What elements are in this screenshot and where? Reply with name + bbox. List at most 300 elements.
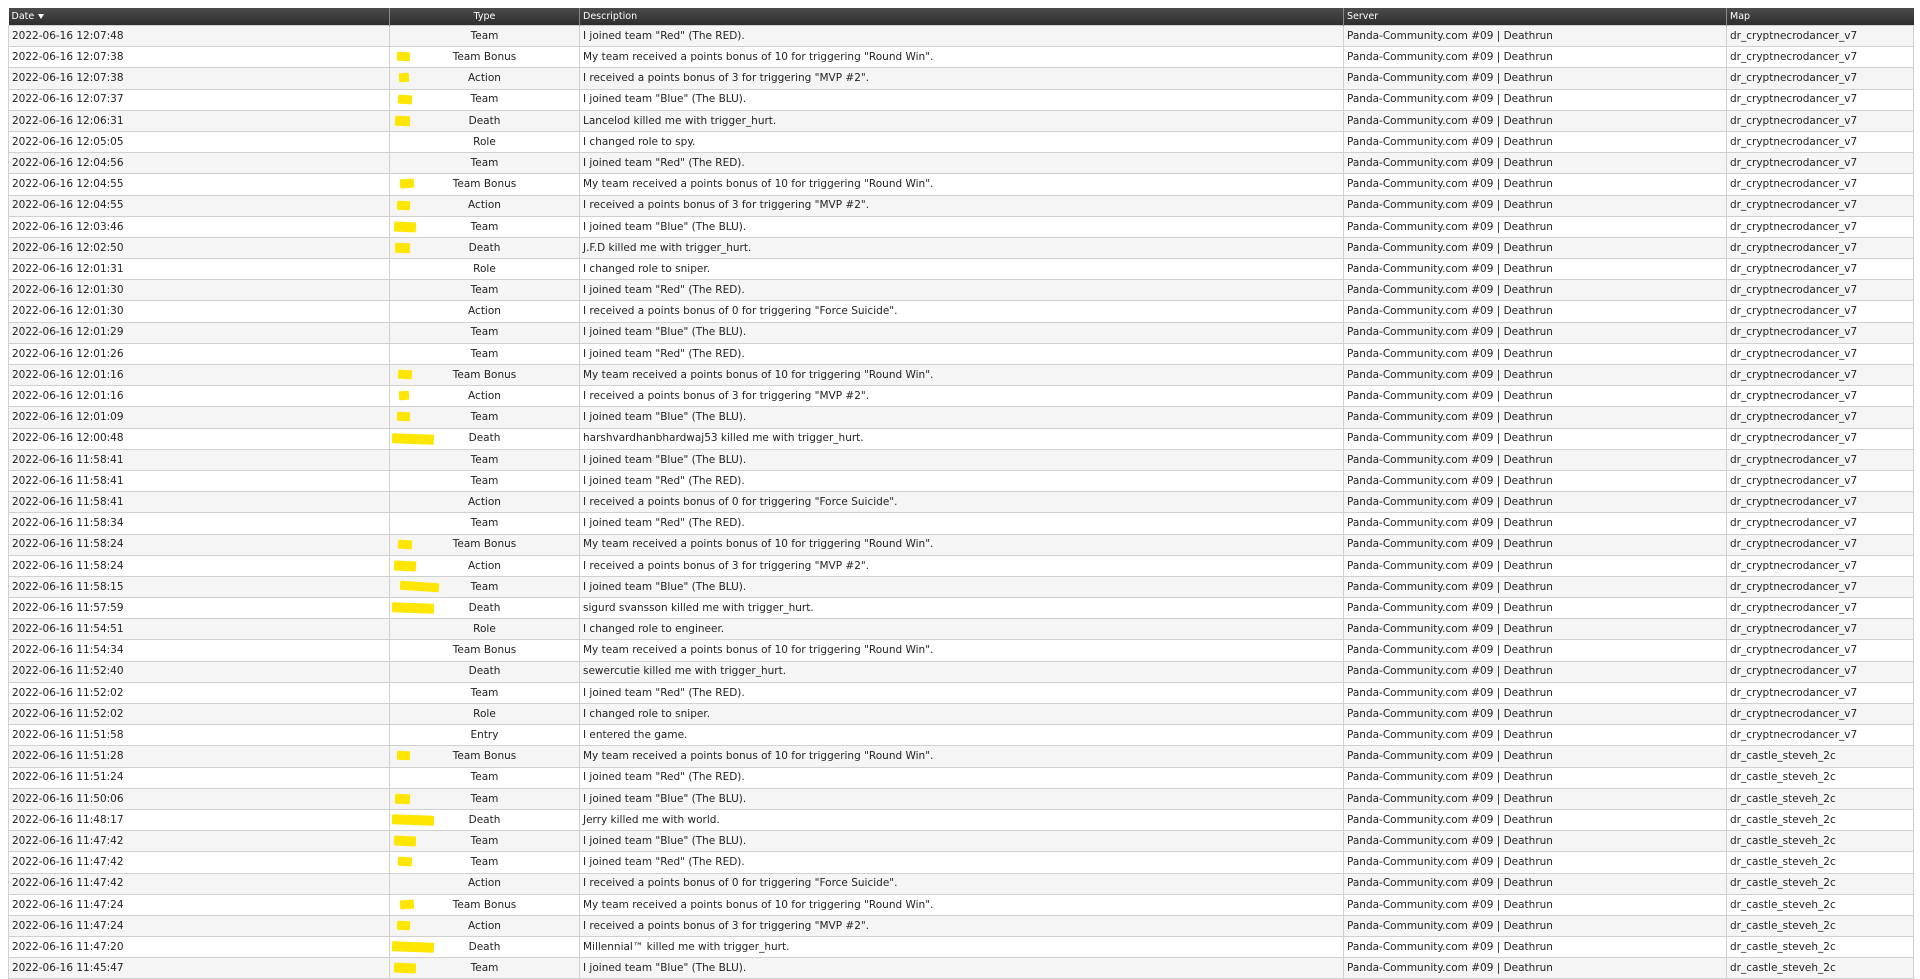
type-label: Team [470,580,499,593]
type-cell [390,322,580,343]
type-label: Team Bonus [452,644,517,657]
yellow-highlight-mark [392,814,434,825]
column-header-server-label: Server [1347,11,1379,22]
type-cell [390,915,580,936]
map-cell: dr_castle_steveh_2c [1727,915,1914,936]
date-cell: 2022-06-16 11:52:02 [9,682,390,703]
type-label: Team [470,453,499,466]
description-cell: I joined team "Red" (The RED). [580,852,1344,873]
server-cell: Panda-Community.com #09 | Deathrun [1344,937,1727,958]
type-cell [390,259,580,280]
date-cell: 2022-06-16 11:58:41 [9,449,390,470]
description-cell: I received a points bonus of 0 for triggering "Force Suicide". [580,301,1344,322]
description-cell: harshvardhanbhardwaj53 killed me with trigger_hurt. [580,428,1344,449]
server-cell: Panda-Community.com #09 | Deathrun [1344,216,1727,237]
table-row [9,322,1914,343]
table-row [9,428,1914,449]
description-cell: sigurd svansson killed me with trigger_hurt. [580,598,1344,619]
server-cell: Panda-Community.com #09 | Deathrun [1344,788,1727,809]
table-body [9,26,1914,979]
date-cell: 2022-06-16 12:01:26 [9,343,390,364]
yellow-highlight-mark [400,581,440,593]
server-cell: Panda-Community.com #09 | Deathrun [1344,492,1727,513]
table-row [9,915,1914,936]
yellow-highlight-mark [400,179,415,189]
type-cell [390,492,580,513]
table-row [9,576,1914,597]
yellow-highlight-mark [398,370,413,380]
table-header [9,8,1914,26]
type-cell [390,47,580,68]
type-cell [390,682,580,703]
type-label: Team [470,93,499,106]
map-cell: dr_castle_steveh_2c [1727,894,1914,915]
type-label: Team Bonus [452,178,517,191]
server-cell: Panda-Community.com #09 | Deathrun [1344,449,1727,470]
type-label: Action [468,199,501,212]
yellow-highlight-mark [398,94,413,104]
type-cell [390,534,580,555]
server-cell: Panda-Community.com #09 | Deathrun [1344,555,1727,576]
table-row [9,513,1914,534]
type-cell [390,894,580,915]
type-cell [390,365,580,386]
map-cell: dr_cryptnecrodancer_v7 [1727,407,1914,428]
description-cell: I joined team "Blue" (The BLU). [580,831,1344,852]
description-cell: I changed role to sniper. [580,704,1344,725]
table-row [9,831,1914,852]
map-cell: dr_cryptnecrodancer_v7 [1727,259,1914,280]
date-cell: 2022-06-16 12:00:48 [9,428,390,449]
type-cell [390,852,580,873]
type-cell [390,68,580,89]
description-cell: My team received a points bonus of 10 for triggering "Round Win". [580,640,1344,661]
yellow-highlight-mark [398,539,413,549]
server-cell: Panda-Community.com #09 | Deathrun [1344,915,1727,936]
description-cell: I joined team "Blue" (The BLU). [580,407,1344,428]
type-label: Team [470,29,499,42]
yellow-highlight-mark [400,899,415,909]
yellow-highlight-mark [395,116,410,127]
type-cell [390,343,580,364]
server-cell: Panda-Community.com #09 | Deathrun [1344,513,1727,534]
map-cell: dr_castle_steveh_2c [1727,788,1914,809]
yellow-highlight-mark [397,751,410,760]
server-cell: Panda-Community.com #09 | Deathrun [1344,894,1727,915]
description-cell: I joined team "Red" (The RED). [580,153,1344,174]
column-header-type[interactable] [390,8,580,26]
date-cell: 2022-06-16 11:58:41 [9,470,390,491]
description-cell: I received a points bonus of 0 for triggering "Force Suicide". [580,492,1344,513]
type-label: Team [470,962,499,975]
table-row [9,640,1914,661]
map-cell: dr_cryptnecrodancer_v7 [1727,89,1914,110]
type-label: Death [468,940,501,953]
type-cell [390,958,580,979]
description-cell: I entered the game. [580,725,1344,746]
type-cell [390,174,580,195]
column-header-date[interactable] [9,8,390,26]
date-cell: 2022-06-16 11:51:24 [9,767,390,788]
description-cell: Jerry killed me with world. [580,809,1344,830]
server-cell: Panda-Community.com #09 | Deathrun [1344,661,1727,682]
map-cell: dr_cryptnecrodancer_v7 [1727,153,1914,174]
description-cell: I received a points bonus of 3 for triggering "MVP #2". [580,195,1344,216]
map-cell: dr_castle_steveh_2c [1727,958,1914,979]
column-header-map-label: Map [1730,11,1751,22]
description-cell: My team received a points bonus of 10 for triggering "Round Win". [580,894,1344,915]
map-cell: dr_cryptnecrodancer_v7 [1727,449,1914,470]
type-label: Team [470,771,499,784]
server-cell: Panda-Community.com #09 | Deathrun [1344,110,1727,131]
description-cell: J.F.D killed me with trigger_hurt. [580,237,1344,258]
description-cell: sewercutie killed me with trigger_hurt. [580,661,1344,682]
type-cell [390,598,580,619]
table-row [9,26,1914,47]
description-cell: My team received a points bonus of 10 for triggering "Round Win". [580,174,1344,195]
map-cell: dr_cryptnecrodancer_v7 [1727,704,1914,725]
description-cell: I changed role to sniper. [580,259,1344,280]
type-cell [390,110,580,131]
yellow-highlight-mark [397,921,410,930]
map-cell: dr_cryptnecrodancer_v7 [1727,131,1914,152]
description-cell: I joined team "Red" (The RED). [580,26,1344,47]
table-row [9,216,1914,237]
table-row [9,598,1914,619]
type-cell [390,555,580,576]
server-cell: Panda-Community.com #09 | Deathrun [1344,852,1727,873]
map-cell: dr_castle_steveh_2c [1727,873,1914,894]
map-cell: dr_cryptnecrodancer_v7 [1727,26,1914,47]
type-cell [390,576,580,597]
map-cell: dr_castle_steveh_2c [1727,809,1914,830]
type-label: Action [468,877,501,890]
date-cell: 2022-06-16 11:51:28 [9,746,390,767]
date-cell: 2022-06-16 11:58:15 [9,576,390,597]
date-cell: 2022-06-16 12:04:55 [9,174,390,195]
date-cell: 2022-06-16 11:47:24 [9,915,390,936]
type-label: Action [468,72,501,85]
type-cell [390,449,580,470]
server-cell: Panda-Community.com #09 | Deathrun [1344,131,1727,152]
table-row [9,449,1914,470]
map-cell: dr_cryptnecrodancer_v7 [1727,725,1914,746]
server-cell: Panda-Community.com #09 | Deathrun [1344,174,1727,195]
type-cell [390,937,580,958]
date-cell: 2022-06-16 12:04:56 [9,153,390,174]
server-cell: Panda-Community.com #09 | Deathrun [1344,195,1727,216]
table-row [9,47,1914,68]
table-row [9,174,1914,195]
events-table-container [8,8,1913,979]
yellow-highlight-mark [399,73,409,83]
sort-descending-icon [38,14,44,19]
description-cell: I joined team "Blue" (The BLU). [580,322,1344,343]
yellow-highlight-mark [397,52,410,61]
description-cell: I joined team "Red" (The RED). [580,682,1344,703]
column-header-description-label: Description [583,11,638,22]
server-cell: Panda-Community.com #09 | Deathrun [1344,237,1727,258]
yellow-highlight-mark [392,941,434,952]
table-row [9,68,1914,89]
map-cell: dr_cryptnecrodancer_v7 [1727,322,1914,343]
date-cell: 2022-06-16 11:57:59 [9,598,390,619]
map-cell: dr_castle_steveh_2c [1727,767,1914,788]
server-cell: Panda-Community.com #09 | Deathrun [1344,809,1727,830]
table-row [9,746,1914,767]
type-cell [390,26,580,47]
description-cell: I received a points bonus of 3 for triggering "MVP #2". [580,915,1344,936]
server-cell: Panda-Community.com #09 | Deathrun [1344,280,1727,301]
table-row [9,852,1914,873]
table-row [9,619,1914,640]
type-label: Team [470,284,499,297]
map-cell: dr_cryptnecrodancer_v7 [1727,640,1914,661]
type-label: Action [468,495,501,508]
server-cell: Panda-Community.com #09 | Deathrun [1344,259,1727,280]
type-cell [390,195,580,216]
map-cell: dr_castle_steveh_2c [1727,937,1914,958]
map-cell: dr_cryptnecrodancer_v7 [1727,237,1914,258]
date-cell: 2022-06-16 11:45:47 [9,958,390,979]
server-cell: Panda-Community.com #09 | Deathrun [1344,831,1727,852]
description-cell: I joined team "Red" (The RED). [580,767,1344,788]
date-cell: 2022-06-16 12:01:16 [9,365,390,386]
table-row [9,301,1914,322]
type-label: Team [470,517,499,530]
type-cell [390,704,580,725]
table-row [9,195,1914,216]
table-row [9,131,1914,152]
type-cell [390,89,580,110]
date-cell: 2022-06-16 12:03:46 [9,216,390,237]
type-label: Team Bonus [452,750,517,763]
date-cell: 2022-06-16 11:47:42 [9,852,390,873]
map-cell: dr_cryptnecrodancer_v7 [1727,619,1914,640]
server-cell: Panda-Community.com #09 | Deathrun [1344,301,1727,322]
map-cell: dr_cryptnecrodancer_v7 [1727,661,1914,682]
table-row [9,280,1914,301]
yellow-highlight-mark [395,794,410,805]
server-cell: Panda-Community.com #09 | Deathrun [1344,343,1727,364]
table-row [9,894,1914,915]
description-cell: I received a points bonus of 3 for triggering "MVP #2". [580,68,1344,89]
type-cell [390,131,580,152]
server-cell: Panda-Community.com #09 | Deathrun [1344,725,1727,746]
type-label: Death [468,813,501,826]
server-cell: Panda-Community.com #09 | Deathrun [1344,428,1727,449]
table-row [9,237,1914,258]
column-header-type-label: Type [473,11,496,22]
type-cell [390,788,580,809]
type-label: Team Bonus [452,538,517,551]
table-row [9,809,1914,830]
type-cell [390,280,580,301]
date-cell: 2022-06-16 12:04:55 [9,195,390,216]
date-cell: 2022-06-16 11:58:24 [9,534,390,555]
description-cell: My team received a points bonus of 10 for triggering "Round Win". [580,365,1344,386]
server-cell: Panda-Community.com #09 | Deathrun [1344,365,1727,386]
map-cell: dr_cryptnecrodancer_v7 [1727,47,1914,68]
table-row [9,873,1914,894]
date-cell: 2022-06-16 12:07:37 [9,89,390,110]
type-label: Team [470,411,499,424]
yellow-highlight-mark [398,857,413,867]
date-cell: 2022-06-16 12:07:38 [9,47,390,68]
server-cell: Panda-Community.com #09 | Deathrun [1344,153,1727,174]
server-cell: Panda-Community.com #09 | Deathrun [1344,89,1727,110]
date-cell: 2022-06-16 11:54:51 [9,619,390,640]
yellow-highlight-mark [392,602,434,613]
date-cell: 2022-06-16 11:54:34 [9,640,390,661]
date-cell: 2022-06-16 11:58:24 [9,555,390,576]
map-cell: dr_cryptnecrodancer_v7 [1727,428,1914,449]
table-row [9,386,1914,407]
table-row [9,407,1914,428]
type-label: Team Bonus [452,368,517,381]
date-cell: 2022-06-16 12:01:29 [9,322,390,343]
date-cell: 2022-06-16 12:02:50 [9,237,390,258]
type-label: Team [470,347,499,360]
type-cell [390,216,580,237]
type-cell [390,831,580,852]
type-label: Action [468,919,501,932]
date-cell: 2022-06-16 11:52:02 [9,704,390,725]
server-cell: Panda-Community.com #09 | Deathrun [1344,767,1727,788]
column-header-server[interactable] [1344,8,1727,26]
table-row [9,492,1914,513]
yellow-highlight-mark [392,433,434,444]
server-cell: Panda-Community.com #09 | Deathrun [1344,47,1727,68]
type-label: Death [468,114,501,127]
map-cell: dr_cryptnecrodancer_v7 [1727,68,1914,89]
date-cell: 2022-06-16 11:47:20 [9,937,390,958]
column-header-description[interactable] [580,8,1344,26]
date-cell: 2022-06-16 12:07:48 [9,26,390,47]
type-cell [390,428,580,449]
date-cell: 2022-06-16 11:58:41 [9,492,390,513]
date-cell: 2022-06-16 12:05:05 [9,131,390,152]
description-cell: I received a points bonus of 3 for triggering "MVP #2". [580,555,1344,576]
type-label: Team [470,686,499,699]
type-cell [390,386,580,407]
map-cell: dr_cryptnecrodancer_v7 [1727,343,1914,364]
server-cell: Panda-Community.com #09 | Deathrun [1344,682,1727,703]
table-row [9,937,1914,958]
type-label: Action [468,305,501,318]
date-cell: 2022-06-16 12:01:30 [9,280,390,301]
map-cell: dr_cryptnecrodancer_v7 [1727,301,1914,322]
map-cell: dr_cryptnecrodancer_v7 [1727,682,1914,703]
description-cell: I joined team "Red" (The RED). [580,280,1344,301]
date-cell: 2022-06-16 11:51:58 [9,725,390,746]
type-cell [390,301,580,322]
description-cell: I received a points bonus of 3 for triggering "MVP #2". [580,386,1344,407]
server-cell: Panda-Community.com #09 | Deathrun [1344,534,1727,555]
server-cell: Panda-Community.com #09 | Deathrun [1344,598,1727,619]
server-cell: Panda-Community.com #09 | Deathrun [1344,704,1727,725]
map-cell: dr_cryptnecrodancer_v7 [1727,280,1914,301]
server-cell: Panda-Community.com #09 | Deathrun [1344,68,1727,89]
map-cell: dr_castle_steveh_2c [1727,831,1914,852]
type-label: Team [470,792,499,805]
date-cell: 2022-06-16 12:01:30 [9,301,390,322]
server-cell: Panda-Community.com #09 | Deathrun [1344,958,1727,979]
map-cell: dr_cryptnecrodancer_v7 [1727,110,1914,131]
map-cell: dr_cryptnecrodancer_v7 [1727,386,1914,407]
description-cell: I joined team "Blue" (The BLU). [580,788,1344,809]
description-cell: I joined team "Blue" (The BLU). [580,89,1344,110]
table-row [9,89,1914,110]
events-table [8,8,1914,979]
map-cell: dr_cryptnecrodancer_v7 [1727,195,1914,216]
map-cell: dr_cryptnecrodancer_v7 [1727,534,1914,555]
type-label: Role [473,135,496,148]
column-header-map[interactable] [1727,8,1914,26]
date-cell: 2022-06-16 12:01:16 [9,386,390,407]
type-cell [390,725,580,746]
table-row [9,725,1914,746]
description-cell: I joined team "Red" (The RED). [580,470,1344,491]
table-row [9,110,1914,131]
yellow-highlight-mark [394,963,416,974]
map-cell: dr_cryptnecrodancer_v7 [1727,216,1914,237]
date-cell: 2022-06-16 12:01:31 [9,259,390,280]
server-cell: Panda-Community.com #09 | Deathrun [1344,619,1727,640]
description-cell: I joined team "Blue" (The BLU). [580,958,1344,979]
yellow-highlight-mark [399,391,409,401]
map-cell: dr_castle_steveh_2c [1727,746,1914,767]
server-cell: Panda-Community.com #09 | Deathrun [1344,746,1727,767]
server-cell: Panda-Community.com #09 | Deathrun [1344,386,1727,407]
table-row [9,958,1914,979]
type-cell [390,746,580,767]
map-cell: dr_cryptnecrodancer_v7 [1727,365,1914,386]
map-cell: dr_cryptnecrodancer_v7 [1727,470,1914,491]
date-cell: 2022-06-16 11:47:24 [9,894,390,915]
map-cell: dr_cryptnecrodancer_v7 [1727,492,1914,513]
table-row [9,534,1914,555]
date-cell: 2022-06-16 11:58:34 [9,513,390,534]
description-cell: Lancelod killed me with trigger_hurt. [580,110,1344,131]
description-cell: I changed role to spy. [580,131,1344,152]
type-cell [390,470,580,491]
type-cell [390,661,580,682]
description-cell: I joined team "Blue" (The BLU). [580,576,1344,597]
type-label: Team [470,156,499,169]
table-row [9,259,1914,280]
table-row [9,661,1914,682]
type-cell [390,640,580,661]
type-cell [390,619,580,640]
table-row [9,788,1914,809]
description-cell: I received a points bonus of 0 for triggering "Force Suicide". [580,873,1344,894]
type-label: Team [470,834,499,847]
table-row [9,555,1914,576]
description-cell: My team received a points bonus of 10 for triggering "Round Win". [580,47,1344,68]
type-label: Death [468,665,501,678]
table-row [9,682,1914,703]
server-cell: Panda-Community.com #09 | Deathrun [1344,470,1727,491]
server-cell: Panda-Community.com #09 | Deathrun [1344,407,1727,428]
date-cell: 2022-06-16 11:47:42 [9,873,390,894]
table-row [9,704,1914,725]
date-cell: 2022-06-16 11:48:17 [9,809,390,830]
table-row [9,343,1914,364]
type-label: Action [468,390,501,403]
map-cell: dr_cryptnecrodancer_v7 [1727,598,1914,619]
type-cell [390,237,580,258]
